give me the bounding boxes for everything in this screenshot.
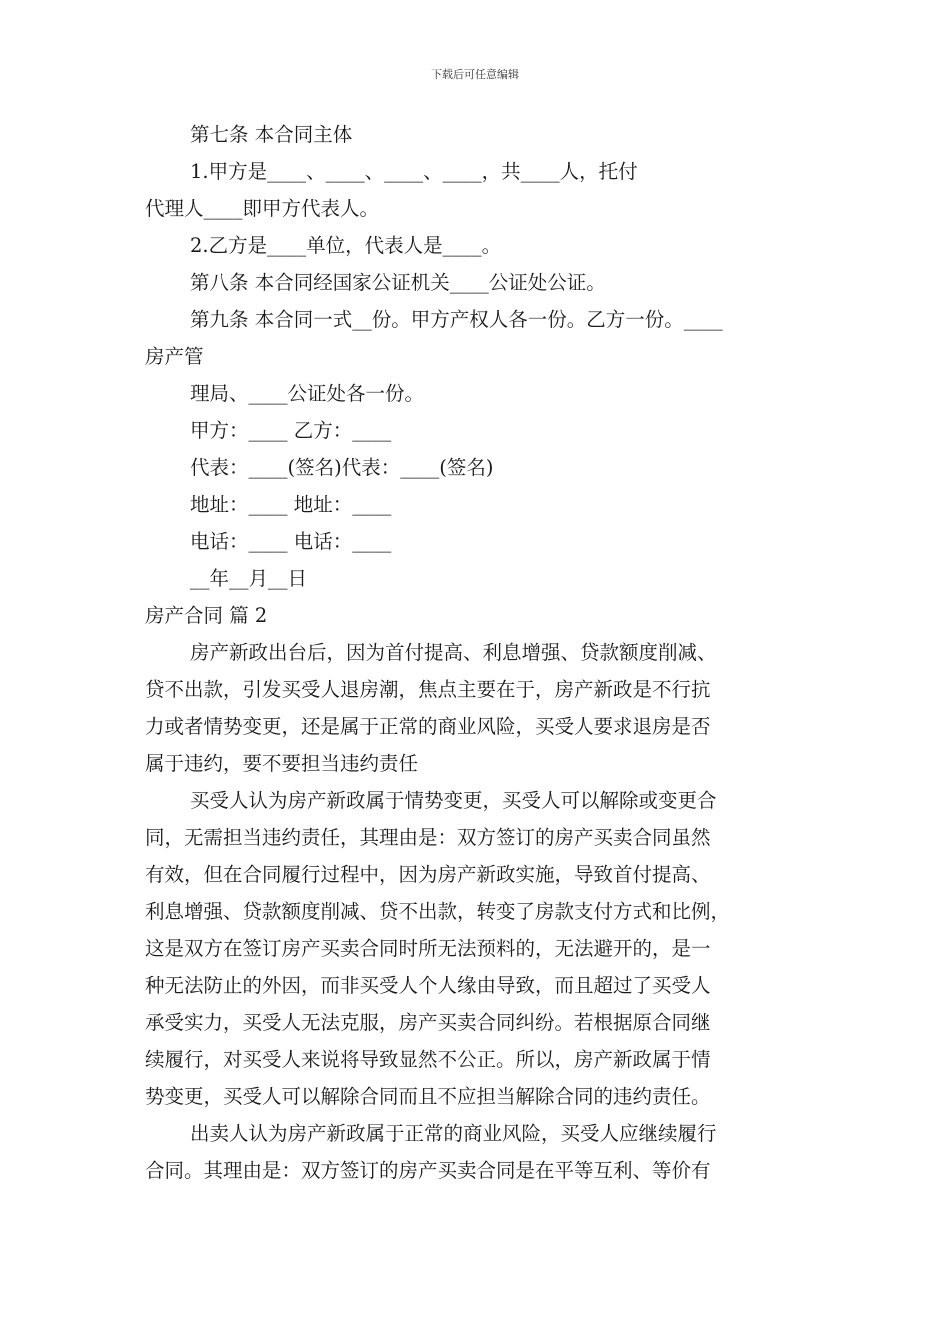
signature-address-line: 地址：____ 地址：____: [190, 493, 392, 516]
section-heading: 房产合同 篇 2: [145, 604, 268, 627]
paragraph-line: 种无法防止的外因，而非买受人个人缘由导致，而且超过了买受人: [145, 974, 711, 997]
text-line: 2.乙方是____单位，代表人是____。: [190, 234, 502, 257]
paragraph-line: 利息增强、贷款额度削减、贷不出款，转变了房款支付方式和比例，: [145, 900, 731, 923]
article-7-heading: 第七条 本合同主体: [190, 123, 353, 146]
signature-phone-line: 电话：____ 电话：____: [190, 530, 392, 553]
paragraph-line: 承受实力，买受人无法克服，房产买卖合同纠纷。若根据原合同继: [145, 1011, 711, 1034]
paragraph-line: 续履行，对买受人来说将导致显然不公正。所以，房产新政属于情: [145, 1048, 711, 1071]
paragraph-line: 有效，但在合同履行过程中，因为房产新政实施，导致首付提高、: [145, 863, 711, 886]
paragraph-line: 出卖人认为房产新政属于正常的商业风险，买受人应继续履行: [190, 1122, 717, 1145]
date-line: __年__月__日: [190, 567, 308, 590]
text-line: 房产管: [145, 345, 204, 368]
paragraph-line: 买受人认为房产新政属于情势变更，买受人可以解除或变更合: [190, 789, 717, 812]
signature-representative-line: 代表：____(签名)代表：____(签名): [190, 456, 494, 479]
text-line: 1.甲方是____、____、____、____，共____人，托付: [190, 160, 638, 183]
paragraph-line: 属于违约，要不要担当违约责任: [145, 752, 419, 775]
text-line: 理局、____公证处各一份。: [190, 382, 425, 405]
paragraph-line: 贷不出款，引发买受人退房潮，焦点主要在于，房产新政是不行抗: [145, 678, 711, 701]
article-9-line: 第九条 本合同一式__份。甲方产权人各一份。乙方一份。____: [190, 308, 723, 331]
text-line: 代理人____即甲方代表人。: [145, 197, 380, 220]
article-8-line: 第八条 本合同经国家公证机关____公证处公证。: [190, 271, 606, 294]
signature-party-line: 甲方：____ 乙方：____: [190, 419, 392, 442]
paragraph-line: 房产新政出台后，因为首付提高、利息增强、贷款额度削减、: [190, 641, 717, 664]
paragraph-line: 合同。其理由是：双方签订的房产买卖合同是在平等互利、等价有: [145, 1159, 711, 1182]
paragraph-line: 势变更，买受人可以解除合同而且不应担当解除合同的违约责任。: [145, 1085, 711, 1108]
paragraph-line: 力或者情势变更，还是属于正常的商业风险，买受人要求退房是否: [145, 715, 711, 738]
paragraph-line: 这是双方在签订房产买卖合同时所无法预料的，无法避开的，是一: [145, 937, 711, 960]
paragraph-line: 同，无需担当违约责任，其理由是：双方签订的房产买卖合同虽然: [145, 826, 711, 849]
page-header: 下载后可任意编辑: [431, 68, 519, 81]
